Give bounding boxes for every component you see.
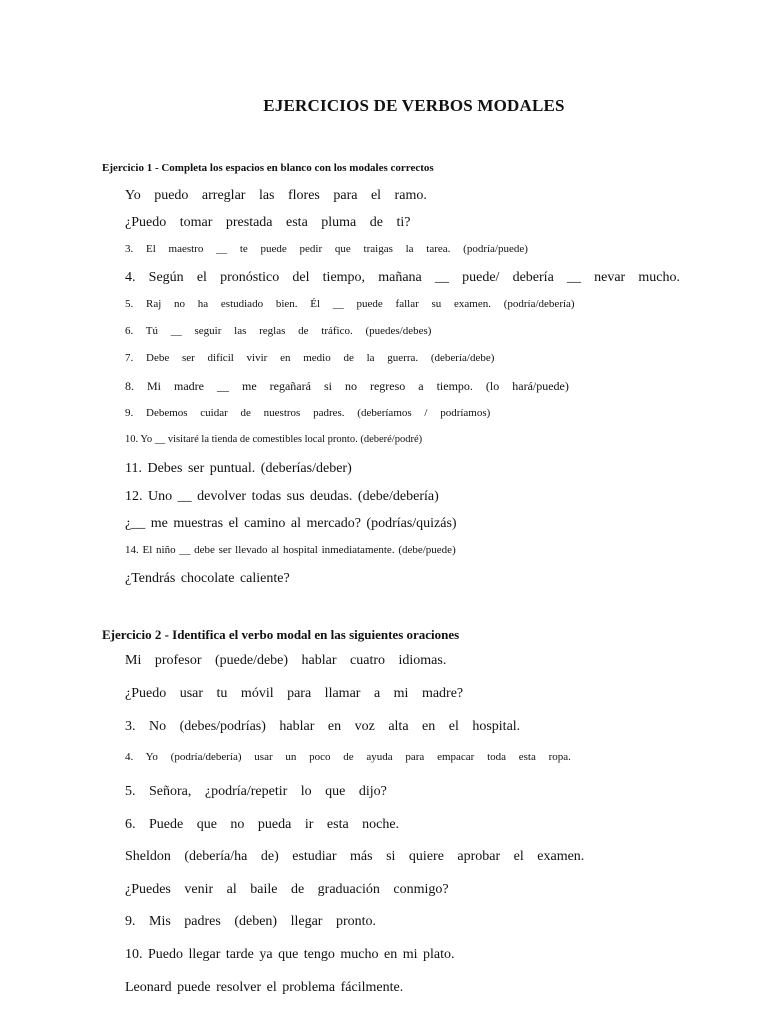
- exercise-1-line-13: ¿__ me muestras el camino al mercado? (podrías/quizás): [125, 516, 457, 531]
- exercise-1-line-8: 8. Mi madre __ me regañará si no regreso a tiempo. (lo hará/puede): [125, 379, 569, 393]
- exercise-2-heading: Ejercicio 2 - Identifica el verbo modal en las siguientes oraciones: [102, 627, 460, 642]
- exercise-1-line-3: 3. El maestro __ te puede pedir que traigas la tarea. (podría/puede): [125, 243, 528, 255]
- exercise-2-line-9: 9. Mis padres (deben) llegar pronto.: [125, 914, 376, 929]
- exercise-2-line-5: 5. Señora, ¿podría/repetir lo que dijo?: [125, 784, 387, 799]
- exercise-1-line-7: 7. Debe ser difícil vivir en medio de la guerra. (debería/debe): [125, 352, 495, 364]
- exercise-1-line-9: 9. Debemos cuidar de nuestros padres. (deberíamos / podríamos): [125, 407, 491, 419]
- exercise-1-line-12: 12. Uno __ devolver todas sus deudas. (debe/debería): [125, 489, 439, 504]
- exercise-1-line-15: ¿Tendrás chocolate caliente?: [125, 571, 290, 586]
- exercise-2-line-4: 4. Yo (podría/debería) usar un poco de ayuda para empacar toda esta ropa.: [125, 751, 571, 763]
- exercise-2-line-11: Leonard puede resolver el problema fácilmente.: [125, 980, 404, 995]
- exercise-1-line-4: 4. Según el pronóstico del tiempo, mañana __ puede/ debería __ nevar mucho.: [125, 270, 680, 285]
- exercise-1-heading: Ejercicio 1 - Completa los espacios en blanco con los modales correctos: [102, 162, 434, 174]
- page-title: EJERCICIOS DE VERBOS MODALES: [263, 96, 565, 115]
- exercise-1-line-1: Yo puedo arreglar las flores para el ramo.: [125, 188, 427, 203]
- exercise-1-line-6: 6. Tú __ seguir las reglas de tráfico. (puedes/debes): [125, 325, 432, 337]
- exercise-1-line-11: 11. Debes ser puntual. (deberías/deber): [125, 461, 352, 476]
- exercise-2-line-1: Mi profesor (puede/debe) hablar cuatro idiomas.: [125, 653, 447, 668]
- exercise-1-line-2: ¿Puedo tomar prestada esta pluma de ti?: [125, 215, 411, 230]
- exercise-1-line-10: 10. Yo __ visitaré la tienda de comestibles local pronto. (deberé/podré): [125, 434, 423, 445]
- exercise-2-line-10: 10. Puedo llegar tarde ya que tengo mucho en mi plato.: [125, 947, 455, 962]
- exercise-2-line-8: ¿Puedes venir al baile de graduación conmigo?: [125, 882, 449, 897]
- exercise-2-line-3: 3. No (debes/podrías) hablar en voz alta en el hospital.: [125, 719, 521, 734]
- exercise-2-line-7: Sheldon (debería/ha de) estudiar más si quiere aprobar el examen.: [125, 849, 585, 864]
- exercise-1-line-5: 5. Raj no ha estudiado bien. Él __ puede fallar su examen. (podría/debería): [125, 298, 575, 310]
- exercise-2-line-2: ¿Puedo usar tu móvil para llamar a mi madre?: [125, 686, 464, 701]
- exercise-2-line-6: 6. Puede que no pueda ir esta noche.: [125, 817, 400, 832]
- exercise-1-line-14: 14. El niño __ debe ser llevado al hospital inmediatamente. (debe/puede): [125, 544, 456, 556]
